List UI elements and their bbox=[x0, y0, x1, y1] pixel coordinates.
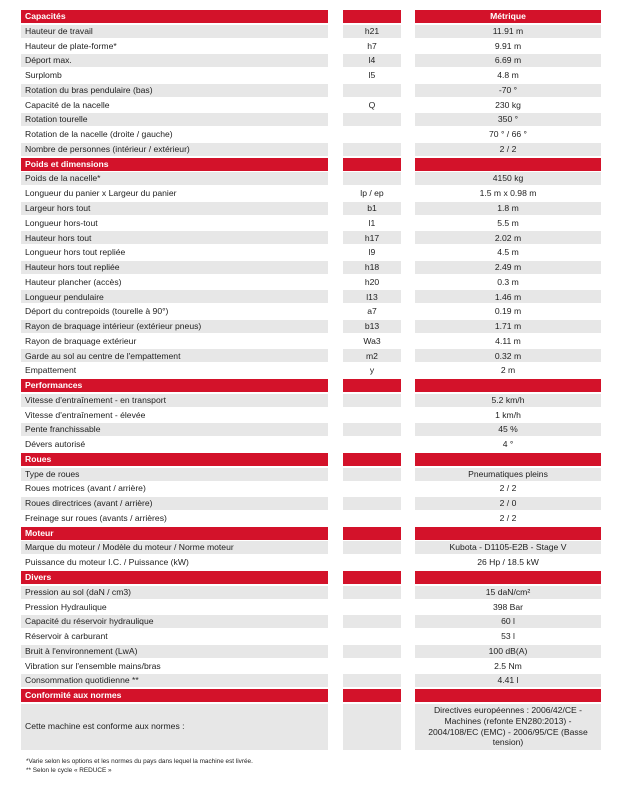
spec-value: 0.19 m bbox=[494, 306, 522, 317]
spec-row bbox=[0, 128, 619, 141]
section-label: Conformité aux normes bbox=[21, 689, 328, 702]
spec-symbol bbox=[343, 674, 401, 687]
spec-value: 5.2 km/h bbox=[415, 394, 601, 407]
spec-value: 230 kg bbox=[495, 99, 521, 110]
spec-row bbox=[0, 512, 619, 525]
spec-value: 4.41 l bbox=[415, 674, 601, 687]
spec-row bbox=[0, 645, 619, 658]
spec-row bbox=[0, 335, 619, 348]
spec-symbol: l4 bbox=[343, 54, 401, 67]
spec-value: 0.3 m bbox=[497, 276, 519, 287]
spec-value: Kubota - D1105-E2B - Stage V bbox=[415, 541, 601, 554]
spec-row bbox=[0, 704, 619, 750]
spec-symbol: h21 bbox=[343, 25, 401, 38]
spec-value: 1.5 m x 0.98 m bbox=[479, 188, 537, 199]
spec-value: 15 daN/cm² bbox=[415, 586, 601, 599]
spec-symbol bbox=[343, 113, 401, 126]
spec-row bbox=[0, 305, 619, 318]
spec-row bbox=[0, 25, 619, 38]
spec-label: Roues directrices (avant / arrière) bbox=[21, 497, 328, 510]
section-label: Performances bbox=[21, 379, 328, 392]
spec-value: 11.91 m bbox=[415, 25, 601, 38]
spec-label: Poids de la nacelle* bbox=[21, 172, 328, 185]
spec-value: 5.5 m bbox=[497, 217, 519, 228]
spec-symbol: l13 bbox=[343, 290, 401, 303]
section-label: Divers bbox=[21, 571, 328, 584]
spec-value: 60 l bbox=[415, 615, 601, 628]
spec-label: Puissance du moteur I.C. / Puissance (kW) bbox=[25, 557, 189, 568]
spec-symbol bbox=[343, 172, 401, 185]
section-value: Métrique bbox=[415, 10, 601, 23]
spec-symbol bbox=[343, 468, 401, 481]
spec-label: Vibration sur l'ensemble mains/bras bbox=[25, 660, 161, 671]
footnote-2: ** Selon le cycle « REDUCE » bbox=[26, 767, 112, 775]
spec-symbol: b13 bbox=[343, 320, 401, 333]
spec-label: Hauteur hors tout repliée bbox=[21, 261, 328, 274]
spec-row bbox=[0, 541, 619, 554]
spec-row bbox=[0, 349, 619, 362]
spec-label: Freinage sur roues (avants / arrières) bbox=[25, 512, 167, 523]
spec-label: Garde au sol au centre de l'empattement bbox=[21, 349, 328, 362]
section-label: Roues bbox=[21, 453, 328, 466]
spec-label: Largeur hors tout bbox=[21, 202, 328, 215]
spec-value: 4.11 m bbox=[495, 335, 521, 346]
footnotes bbox=[26, 757, 253, 776]
spec-row bbox=[0, 586, 619, 599]
spec-row bbox=[0, 320, 619, 333]
spec-value: 2 / 2 bbox=[499, 483, 517, 494]
spec-value: 1.46 m bbox=[415, 290, 601, 303]
spec-row bbox=[0, 276, 619, 289]
section-symbol bbox=[343, 689, 401, 702]
spec-symbol bbox=[343, 704, 401, 750]
section-value bbox=[415, 453, 601, 466]
spec-value: 26 Hp / 18.5 kW bbox=[477, 557, 539, 568]
spec-label: Capacité de la nacelle bbox=[25, 99, 110, 110]
spec-row bbox=[0, 172, 619, 185]
spec-label: Hauteur de plate-forme* bbox=[25, 40, 117, 51]
spec-symbol bbox=[343, 556, 401, 569]
spec-label: Marque du moteur / Modèle du moteur / Norme moteur bbox=[21, 541, 328, 554]
spec-label: Rotation tourelle bbox=[21, 113, 328, 126]
spec-row bbox=[0, 438, 619, 451]
section-symbol bbox=[343, 10, 401, 23]
spec-label: Longueur hors tout repliée bbox=[25, 247, 126, 258]
spec-row bbox=[0, 187, 619, 200]
spec-label: Hauteur de travail bbox=[21, 25, 328, 38]
spec-symbol bbox=[343, 600, 401, 613]
section-value bbox=[415, 571, 601, 584]
spec-symbol: h17 bbox=[343, 231, 401, 244]
section-symbol bbox=[343, 571, 401, 584]
spec-symbol bbox=[343, 482, 401, 495]
spec-row bbox=[0, 261, 619, 274]
section-symbol bbox=[343, 379, 401, 392]
spec-row bbox=[0, 615, 619, 628]
spec-label: Pression au sol (daN / cm3) bbox=[21, 586, 328, 599]
spec-symbol: l5 bbox=[368, 70, 376, 81]
spec-row bbox=[0, 290, 619, 303]
section-value bbox=[415, 379, 601, 392]
section-header bbox=[0, 689, 619, 702]
spec-value: 350 ° bbox=[415, 113, 601, 126]
spec-value: 1 km/h bbox=[495, 409, 521, 420]
spec-label: Bruit à l'environnement (LwA) bbox=[21, 645, 328, 658]
spec-row bbox=[0, 556, 619, 569]
spec-symbol bbox=[343, 84, 401, 97]
spec-symbol bbox=[343, 659, 401, 672]
spec-label: Rotation de la nacelle (droite / gauche) bbox=[25, 129, 173, 140]
spec-label: Rayon de braquage intérieur (extérieur pneus) bbox=[21, 320, 328, 333]
section-header bbox=[0, 571, 619, 584]
spec-value: 398 Bar bbox=[492, 601, 524, 612]
spec-symbol: m2 bbox=[343, 349, 401, 362]
section-header bbox=[0, 158, 619, 171]
spec-row bbox=[0, 113, 619, 126]
spec-row bbox=[0, 364, 619, 377]
spec-label: Réservoir à carburant bbox=[25, 631, 108, 642]
spec-row bbox=[0, 54, 619, 67]
spec-row bbox=[0, 99, 619, 112]
spec-symbol bbox=[343, 586, 401, 599]
spec-value: 1.71 m bbox=[415, 320, 601, 333]
spec-value: 2 / 2 bbox=[415, 143, 601, 156]
spec-value: 4 ° bbox=[502, 439, 514, 450]
spec-symbol: y bbox=[369, 365, 375, 376]
spec-label: Consommation quotidienne ** bbox=[21, 674, 328, 687]
spec-value: 2 / 2 bbox=[499, 512, 517, 523]
section-value bbox=[415, 527, 601, 540]
spec-symbol bbox=[343, 394, 401, 407]
spec-symbol: l1 bbox=[368, 217, 376, 228]
spec-value: 4.5 m bbox=[497, 247, 519, 258]
spec-symbol: h7 bbox=[367, 40, 377, 51]
spec-label: Empattement bbox=[25, 365, 77, 376]
spec-value: 45 % bbox=[415, 423, 601, 436]
section-header bbox=[0, 379, 619, 392]
spec-label: Longueur hors-tout bbox=[25, 217, 98, 228]
spec-label: Cette machine est conforme aux normes : bbox=[21, 704, 328, 750]
spec-value: 2.5 Nm bbox=[494, 660, 522, 671]
spec-label: Déport max. bbox=[21, 54, 328, 67]
section-header bbox=[0, 453, 619, 466]
section-label: Moteur bbox=[21, 527, 328, 540]
spec-value: 2.49 m bbox=[415, 261, 601, 274]
spec-label: Hauteur hors tout bbox=[21, 231, 328, 244]
spec-symbol: lp / ep bbox=[360, 188, 384, 199]
spec-value: 4150 kg bbox=[415, 172, 601, 185]
spec-value: 53 l bbox=[501, 631, 515, 642]
section-value bbox=[415, 689, 601, 702]
section-symbol bbox=[343, 527, 401, 540]
spec-row bbox=[0, 409, 619, 422]
spec-symbol bbox=[343, 409, 401, 422]
spec-row bbox=[0, 659, 619, 672]
spec-label: Type de roues bbox=[21, 468, 328, 481]
spec-row bbox=[0, 600, 619, 613]
spec-value: 2.02 m bbox=[415, 231, 601, 244]
spec-row bbox=[0, 84, 619, 97]
spec-label: Longueur du panier x Largeur du panier bbox=[25, 188, 177, 199]
spec-row bbox=[0, 69, 619, 82]
spec-symbol bbox=[343, 143, 401, 156]
spec-value: 1.8 m bbox=[415, 202, 601, 215]
spec-symbol: a7 bbox=[367, 306, 377, 317]
spec-value: -70 ° bbox=[415, 84, 601, 97]
spec-value: 0.32 m bbox=[415, 349, 601, 362]
spec-label: Roues motrices (avant / arrière) bbox=[25, 483, 146, 494]
spec-label: Capacité du réservoir hydraulique bbox=[21, 615, 328, 628]
spec-row bbox=[0, 246, 619, 259]
spec-row bbox=[0, 497, 619, 510]
spec-label: Déport du contrepoids (tourelle à 90°) bbox=[25, 306, 169, 317]
spec-symbol: h20 bbox=[364, 276, 380, 287]
spec-label: Vitesse d'entraînement - élevée bbox=[25, 409, 146, 420]
section-value bbox=[415, 158, 601, 171]
spec-label: Rotation du bras pendulaire (bas) bbox=[21, 84, 328, 97]
spec-label: Vitesse d'entraînement - en transport bbox=[21, 394, 328, 407]
spec-value: Directives européennes : 2006/42/CE - Machines (refonte EN280:2013) - 2004/108/EC (EMC) - 2006/95/CE (Basse tension) bbox=[415, 704, 601, 750]
spec-value: 2 m bbox=[500, 365, 516, 376]
footnote-1: *Varie selon les options et les normes du pays dans lequel la machine est livrée. bbox=[26, 758, 253, 765]
spec-value: Pneumatiques pleins bbox=[415, 468, 601, 481]
spec-row bbox=[0, 394, 619, 407]
spec-row bbox=[0, 423, 619, 436]
spec-symbol bbox=[343, 497, 401, 510]
section-symbol bbox=[343, 158, 401, 171]
spec-value: 70 ° / 66 ° bbox=[489, 129, 527, 140]
spec-symbol: Q bbox=[368, 99, 376, 110]
section-header bbox=[0, 10, 619, 23]
spec-symbol bbox=[343, 541, 401, 554]
spec-symbol bbox=[343, 438, 401, 451]
spec-label: Hauteur plancher (accès) bbox=[25, 276, 122, 287]
spec-symbol: h18 bbox=[343, 261, 401, 274]
section-symbol bbox=[343, 453, 401, 466]
spec-value: 2 / 0 bbox=[415, 497, 601, 510]
spec-symbol bbox=[343, 645, 401, 658]
spec-row bbox=[0, 231, 619, 244]
spec-symbol bbox=[343, 615, 401, 628]
section-label: Poids et dimensions bbox=[21, 158, 328, 171]
spec-symbol bbox=[343, 512, 401, 525]
spec-row bbox=[0, 468, 619, 481]
spec-label: Surplomb bbox=[25, 70, 62, 81]
spec-value: 6.69 m bbox=[415, 54, 601, 67]
spec-row bbox=[0, 217, 619, 230]
spec-row bbox=[0, 674, 619, 687]
spec-label: Nombre de personnes (intérieur / extérieur) bbox=[21, 143, 328, 156]
section-label: Capacités bbox=[21, 10, 328, 23]
spec-row bbox=[0, 202, 619, 215]
spec-row bbox=[0, 482, 619, 495]
spec-symbol bbox=[343, 423, 401, 436]
spec-symbol bbox=[343, 128, 401, 141]
spec-value: 100 dB(A) bbox=[415, 645, 601, 658]
spec-label: Longueur pendulaire bbox=[21, 290, 328, 303]
spec-row bbox=[0, 143, 619, 156]
spec-label: Pression Hydraulique bbox=[25, 601, 107, 612]
spec-value: 9.91 m bbox=[494, 40, 522, 51]
spec-symbol: Wa3 bbox=[363, 335, 381, 346]
section-header bbox=[0, 527, 619, 540]
spec-row bbox=[0, 40, 619, 53]
spec-label: Pente franchissable bbox=[21, 423, 328, 436]
spec-row bbox=[0, 630, 619, 643]
spec-symbol: b1 bbox=[343, 202, 401, 215]
spec-label: Dévers autorisé bbox=[25, 439, 86, 450]
spec-value: 4.8 m bbox=[497, 70, 519, 81]
spec-label: Rayon de braquage extérieur bbox=[25, 335, 137, 346]
spec-symbol bbox=[343, 630, 401, 643]
spec-symbol: l9 bbox=[368, 247, 376, 258]
